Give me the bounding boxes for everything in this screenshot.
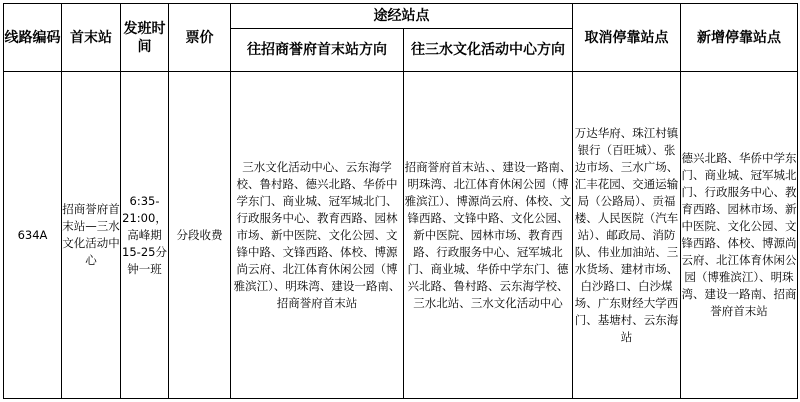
stops-to-sanshui-cell (404, 72, 573, 399)
fare-text: 分段收费 (176, 227, 223, 242)
table-row (4, 72, 798, 399)
stops-to-zhaoshang-text: 三水文化活动中心、云东海学校、鲁村路、德兴北路、华侨中学东门、商业城、冠军城北门、行政服务中心、教育西路、园林市场、新中医院、文化公园、文锋中路、文锋西路、体校、博源尚云府、北江体育休闲公园（博雅滨江）、明珠湾、建设一路南、招商誉府首末站 (233, 159, 401, 310)
header-departure-time: 发班时间 (121, 4, 169, 72)
fare-cell (169, 72, 231, 399)
cancelled-stops-text: 万达华府、珠江村镇银行（百旺城）、张边市场、三水广场、汇丰花园、交通运输局（公路局）、贡福楼、人民医院（汽车站）、邮政局、消防队、伟业加油站、三水货场、建材市场、白沙路口、白沙煤场、广东财经大学西门、基塘村、云东海站 (574, 125, 679, 344)
departure-time-text: 6:35-21:00，高峰期15-25分钟一班 (122, 193, 167, 276)
terminals-cell (62, 72, 121, 399)
stops-to-sanshui-text: 招商誉府首末站、、建设一路南、明珠湾、北江体育休闲公园（博雅滨江）、博源尚云府、体校、文锋西路、文锋中路、文化公园、新中医院、园林市场、教育西路、行政服务中心、冠军城北门、商业城、华侨中学东门、德兴北路、鲁村路、云东海学校、三水北站、三水文化活动中心 (404, 159, 572, 310)
header-fare: 票价 (169, 4, 231, 72)
cancelled-stops-cell (573, 72, 681, 399)
route-code-text: 634A (17, 227, 48, 242)
new-stops-text: 德兴北路、华侨中学东门、商业城、冠军城北门、行政服务中心、教育西路、园林市场、新中医院、文化公园、文锋西路、体校、博源尚云府、北江体育休闲公园（博雅滨江）、明珠湾、建设一路南、招商誉府首末站 (681, 151, 797, 318)
stops-to-zhaoshang-cell (231, 72, 404, 399)
header-route-code: 线路编码 (4, 4, 62, 72)
departure-time-cell (121, 72, 169, 399)
header-direction-to-sanshui: 往三水文化活动中心方向 (404, 29, 573, 72)
header-direction-to-zhaoshang: 往招商誉府首末站方向 (231, 29, 404, 72)
header-new-stops: 新增停靠站点 (681, 4, 798, 72)
header-terminals: 首末站 (62, 4, 121, 72)
header-via-stops: 途经站点 (231, 4, 573, 29)
new-stops-cell (681, 72, 798, 399)
terminals-text: 招商誉府首末站—三水文化活动中心 (62, 202, 120, 267)
header-cancelled-stops: 取消停靠站点 (573, 4, 681, 72)
route-code-cell (4, 72, 62, 399)
route-table (3, 3, 798, 399)
